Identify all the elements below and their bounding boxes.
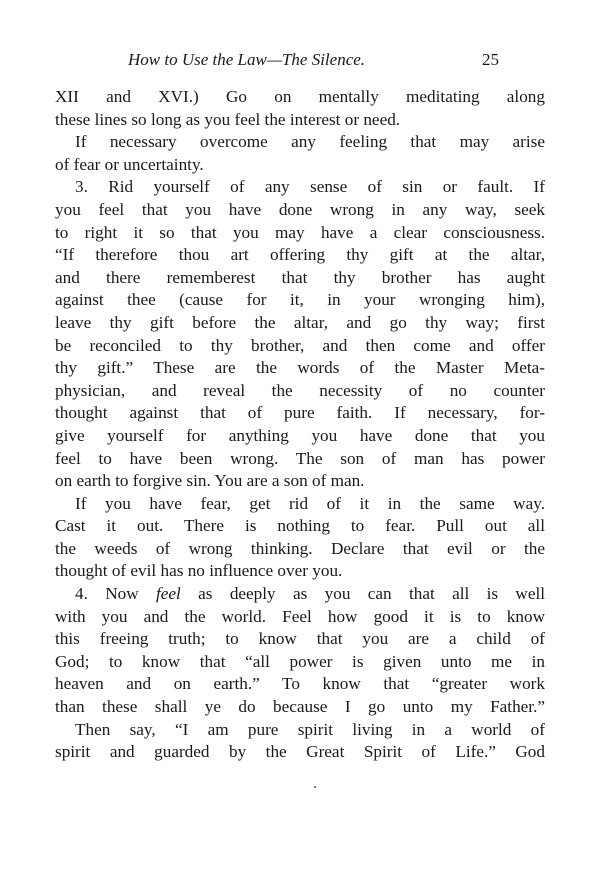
- text-line: [55, 425, 545, 448]
- line-text: heaven and on earth.” To know that “greater work: [55, 674, 545, 694]
- line-text: the weeds of wrong thinking. Declare that evil or the: [55, 538, 545, 558]
- line-text: give yourself for anything you have done that you: [55, 425, 545, 445]
- line-text: If you have fear, get rid of it in the same way.: [75, 493, 545, 513]
- line-text: than these shall ye do because I go unto my Father.”: [55, 697, 545, 717]
- line-text: XII and XVI.) Go on mentally meditating along: [55, 87, 545, 106]
- line-text: feel to have been wrong. The son of man has power: [55, 448, 545, 468]
- text-line: [55, 380, 545, 403]
- line-text: physician, and reveal the necessity of no counter: [55, 380, 545, 400]
- text-line: [55, 357, 545, 380]
- line-text: leave thy gift before the altar, and go thy way; first: [55, 312, 545, 332]
- text-line: [55, 560, 545, 583]
- text-line: [55, 719, 545, 742]
- line-text: and there rememberest that thy brother has aught: [55, 267, 545, 287]
- line-text: thought of evil has no influence over you.: [55, 561, 343, 581]
- text-line: [55, 335, 545, 358]
- line-text: thy gift.” These are the words of the Master Meta-: [55, 358, 545, 378]
- page-number: 25: [482, 50, 499, 69]
- line-text: you feel that you have done wrong in any way, seek: [55, 199, 545, 219]
- line-text: against thee (cause for it, in your wronging him),: [55, 290, 545, 310]
- text-line: [55, 289, 545, 312]
- text-line: [55, 199, 545, 222]
- line-text: Then say, “I am pure spirit living in a world of: [75, 719, 545, 739]
- text-line: [55, 628, 545, 651]
- text-line: [55, 86, 545, 109]
- text-line: [55, 583, 545, 606]
- line-text: God; to know that “all power is given unto me in: [55, 651, 545, 671]
- text-line: [55, 244, 545, 267]
- line-text: Cast it out. There is nothing to fear. Pull out all: [55, 516, 545, 536]
- running-header: [0, 50, 600, 74]
- text-line: [55, 606, 545, 629]
- line-text: thought against that of pure faith. If necessary, for-: [55, 403, 545, 423]
- text-line: [55, 470, 545, 493]
- text-line: [55, 131, 545, 154]
- text-line: [55, 176, 545, 199]
- text-segment: as deeply as you can that all is well: [180, 584, 545, 604]
- line-text: If necessary overcome any feeling that may arise: [75, 132, 545, 152]
- text-line: [55, 448, 545, 471]
- text-line: [55, 154, 545, 177]
- text-line: [55, 651, 545, 674]
- text-line: [55, 538, 545, 561]
- line-text: with you and the world. Feel how good it is to know: [55, 606, 545, 626]
- line-text: this freeing truth; to know that you are a child of: [55, 629, 545, 649]
- line-text: be reconciled to thy brother, and then come and offer: [55, 335, 545, 355]
- text-line: [55, 493, 545, 516]
- text-line: [55, 673, 545, 696]
- page-body-text: [55, 86, 545, 764]
- text-line: [55, 515, 545, 538]
- text-line: [55, 696, 545, 719]
- text-line: [55, 267, 545, 290]
- text-segment: 4. Now: [75, 584, 156, 604]
- line-text: on earth to forgive sin. You are a son of man.: [55, 471, 365, 491]
- text-line: [55, 402, 545, 425]
- text-line: [55, 312, 545, 335]
- line-text: of fear or uncertainty.: [55, 154, 204, 174]
- line-text: spirit and guarded by the Great Spirit of Life.” God: [55, 742, 545, 762]
- emphasis-text: feel: [156, 584, 181, 604]
- line-text: to right it so that you may have a clear consciousness.: [55, 222, 545, 242]
- text-line: [55, 109, 545, 132]
- text-line: [55, 741, 545, 764]
- line-text: these lines so long as you feel the interest or need.: [55, 109, 401, 129]
- line-text: “If therefore thou art offering thy gift at the altar,: [55, 245, 545, 265]
- line-text: 3. Rid yourself of any sense of sin or fault. If: [75, 177, 545, 197]
- scan-speck: [314, 786, 316, 788]
- running-title: How to Use the Law—The Silence.: [128, 50, 366, 69]
- text-line: [55, 222, 545, 245]
